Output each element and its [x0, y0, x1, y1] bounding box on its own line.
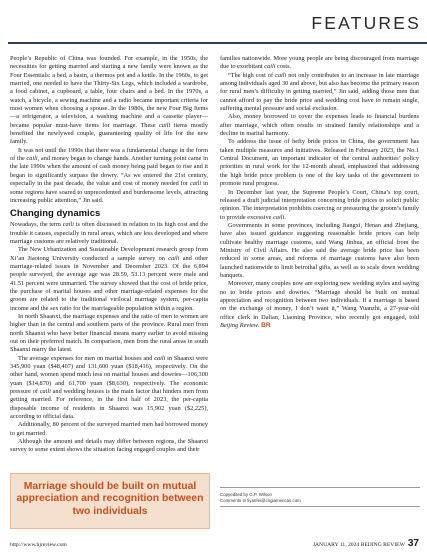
paragraph: Nowadays, the term caili is often discussed in relation to its high cost and the trouble it causes, especially in rural areas, which are less developed and where marriage customs are relatively traditional.	[10, 221, 209, 245]
article-column-right	[220, 55, 419, 330]
page-header	[0, 0, 427, 44]
pull-quote: Marriage should be built on mutual appreciation and recognition between two individuals	[16, 481, 204, 517]
credits	[220, 492, 420, 504]
section-label: FEATURES	[311, 13, 421, 33]
paragraph: Moreover, many couples now are exploring new wedding styles and saying no to bride prices and dowries. “Marriage should be built on mutual appreciation and recognition between two individuals. If a marriage is based on the exchange of money, I don’t want it,” Wang Yuanzhi, a 27-year-old office clerk in Dalian, Liaoning Province, who recently got engaged, told Beijing Review. BR	[220, 280, 419, 329]
paragraph: Although the amount and details may differ between regions, the Shaanxi survey to some extent shows the situation facing engaged couples and their	[10, 438, 208, 454]
paragraph: In December last year, the Supreme People’s Court, China’s top court, released a draft judicial interpretation concerning bride prices to solicit public opinion. The interpretation prohibits coercing or pressuring the groom’s family to provide excessive caili.	[220, 188, 419, 221]
section-heading: Changing dynamics	[10, 208, 101, 220]
copyedit-credit: Copyedited by G.P. Wilson	[220, 492, 272, 497]
header-rule	[8, 42, 427, 44]
page-footer	[313, 538, 419, 549]
paragraph: It was not until the 1990s that there was a fundamental change in the form of the caili, and money began to change hands. Another turning point came in the late 1990s when the amount of cash money being paid began to rise and it began to significantly surpass the dowry. “As we entered the 21st century, especially in the past decade, the value and cost of money needed for caili in some regions have soared to unprecedented and burdensome levels, attracting increasing public attention,” Jin said.	[10, 146, 209, 204]
pull-quote-box	[10, 473, 210, 529]
paragraph: “The high cost of caili not only contributes to an increase in late marriage among individuals aged 30 and above, but also has become the primary reason for rural men’s difficulty in getting married,” Jin said, adding those men that cannot afford to pay the bride price and wedding cost have to remain single, suffering mental pressure and social exclusion.	[220, 71, 419, 113]
paragraph: In north Shaanxi, the marriage expenses and the ratio of men to women are higher than in the central and southern parts of the province. Rural men from north Shaanxi who have better financial means marry earlier to avoid missing out on their preferred match. In comparison, men from the rural areas in south Shaanxi marry the latest.	[10, 312, 208, 354]
paragraph: To address the issue of hefty bride prices in China, the government has taken multiple measures and initiatives. Released in February 2023, the No.1 Central Document, an important indicator of the central authorities’ policy priorities in rural work for the 12-month ahead, emphasized that addressing the high bride price problem is one of the key tasks of the government to promote rural progress.	[220, 138, 419, 188]
paragraph: Governments in some provinces, including Jiangxi, Henan and Zhejiang, have also issued guidance suggesting reasonable bride prices can help cultivate healthy marriage customs, said Wang Jinhua, an official from the Ministry of Civil Affairs. He also said the average bride price has been reduced in some areas, and reforms of marriage customs have also been launched nationwide to limit betrothal gifts, as well as to scale down wedding banquets.	[220, 221, 419, 279]
comments-contact: Comments to liyanfei@cngiamericas.com	[220, 498, 301, 503]
issue-info: JANUARY 11, 2024 BEIJING REVIEW	[312, 542, 405, 548]
page-number: 37	[407, 538, 419, 549]
credits-divider-bottom	[220, 506, 420, 507]
paragraph: People’s Republic of China was founded. For example, in the 1950s, the necessities for getting married and starting a new family were known as the Four Essentials: a bed, a basin, a thermos pot and a kettle. In the 1960s, to get married, one needed to have the Thirty-Six Legs, which included a wardrobe, a food cabinet, a cupboard, a table, four chairs and a bed. In the 1970s, a watch, a bicycle, a sewing machine and a radio became important criteria for most women when choosing a spouse. In the 1980s, the new Four Big Items—a refrigerator, a television, a washing machine and a cassette player—became popular must-have items for marriage. These caili items mostly benefited the newlywed couple, guaranteeing quality of life for the new family.	[10, 55, 208, 146]
paragraph: The average expenses for men on marital houses and caili in Shaanxi were 345,900 yuan ($48,407) and 131,600 yuan ($18,416), respectively. On the other hand, women spend much less on marital houses and dowries—106,300 yuan ($14,870) and 61,700 yuan ($8,630), respectively. The economic pressure of caili and wedding houses is the main factor that hinders men from getting married. For reference, in the first half of 2023, the per-capita disposable income of residents in Shaanxi was 15,902 yuan ($2,225), according to official data.	[10, 354, 209, 421]
paragraph: Additionally, 80 percent of the surveyed married men had borrowed money to get married.	[10, 421, 209, 437]
paragraph: families nationwide. More young people are being discouraged from marriage due to exorbitant caili costs.	[220, 55, 419, 71]
footer-url: http://www.bjreview.com	[10, 542, 67, 548]
paragraph: Also, money borrowed to cover the expenses leads to financial burdens after marriage, which often results in strained family relationships and a decline in marital harmony.	[220, 113, 419, 138]
end-mark: BR	[261, 322, 271, 329]
article-column-left	[10, 55, 208, 455]
paragraph: The New Urbanization and Sustainable Development research group from Xi’an Jiaotong University conducted a sample survey on caili and other marriage-related issues in November and December 2023. Of the 6,894 people surveyed, the average age was 28.59, 53.13 percent were male and 41.51 percent were unmarried. The survey showed that the cost of bride price, the purchase of marital houses and other marriage-related expenses for the groom are related to the traditional virilocal marriage system, per-capita income and the sex ratio for the marriageable population within a region.	[10, 246, 209, 312]
credits-divider	[220, 487, 420, 488]
